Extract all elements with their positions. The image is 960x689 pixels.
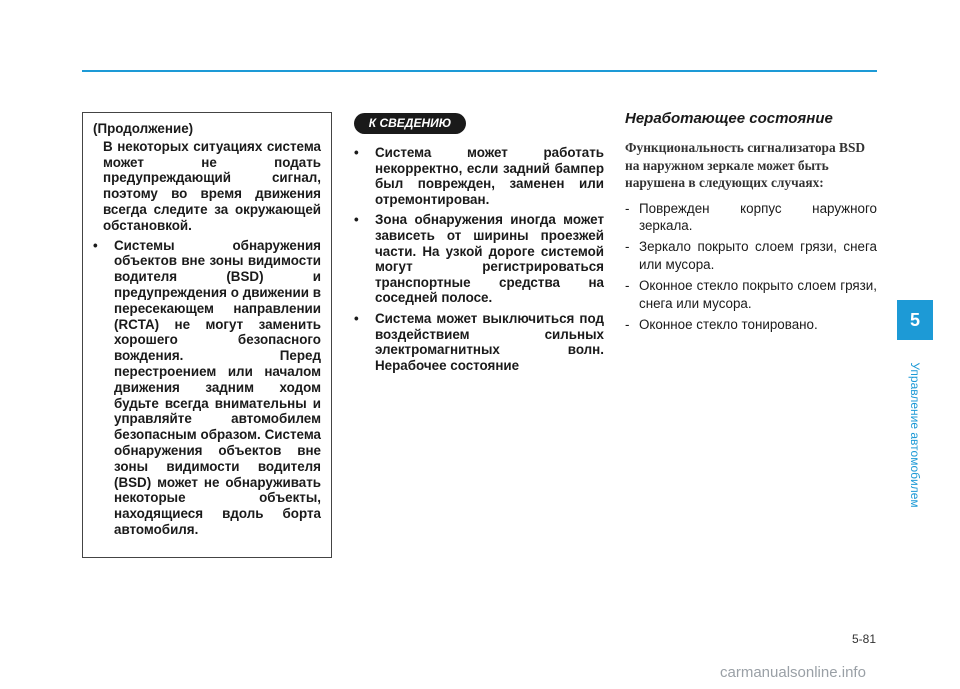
condition-text: Поврежден корпус наружного зеркала. [639,200,877,233]
chapter-tab: 5 [897,300,933,340]
condition-text: Оконное стекло покрыто слоем грязи, снега или мусора. [639,278,877,311]
list-item [625,277,877,312]
condition-text: Зеркало покрыто слоем грязи, снега или мусора. [639,239,877,272]
info-bullet-text: Система может выключиться под воздействием сильных электромагнитных волн. Нерабочее состояние [375,310,604,373]
section-column [625,110,877,337]
list-item [625,238,877,273]
section-title: Неработающее состояние [625,110,833,127]
bullet-dot: • [354,145,359,160]
warning-paragraph: В некоторых ситуациях система может не подать предупреждающий сигнал, поэтому во время движения всегда следите за окружающей обстановкой. [103,138,321,233]
warning-box [82,112,332,558]
top-rule [82,70,877,72]
bullet-dot: • [354,310,359,326]
condition-text: Оконное стекло тонировано. [639,316,818,332]
info-bullet-text: Зона обнаружения иногда может зависеть от ширины проезжей части. На узкой дороге системой могут регистрироваться транспортные средства на соседней полосе. [375,212,604,306]
info-badge: К СВЕДЕНИЮ [354,113,466,134]
dash-mark: - [625,200,630,216]
warning-bullet [93,238,321,538]
continued-label: (Продолжение) [93,121,194,136]
warning-bullet-text: Системы обнаружения объектов вне зоны видимости водителя (BSD) и предупреждения о движении в пересекающем направлении (RCTA) не могут заменить хорошего безопасного вождения. Перед перестроением или началом движения задним ходом будьте всегда внимательны и управляйте автомобилем безопасным образом. Система обнаружения объектов вне зоны видимости водителя (BSD) может не обнаруживать некоторые объекты, находящиеся вдоль борта автомобиля. [114,237,321,537]
list-item [354,311,604,373]
list-item [354,145,604,207]
watermark: carmanualsonline.info [720,664,866,681]
bullet-dot: • [354,212,359,228]
list-item [625,316,877,333]
list-item [625,200,877,235]
chapter-label: Управление автомобилем [908,362,922,508]
bullet-dot: • [93,237,98,253]
dash-mark: - [625,239,630,255]
dash-mark: - [625,278,630,294]
info-list [354,145,604,378]
dash-mark: - [625,316,630,332]
section-intro: Функциональность сигнализатора BSD на наружном зеркале может быть нарушена в следующих случаях: [625,140,866,190]
page-number: 5-81 [851,632,876,646]
info-bullet-text: Система может работать некорректно, если задний бампер был поврежден, заменен или отремонтирован. [375,145,604,207]
list-item [354,212,604,306]
